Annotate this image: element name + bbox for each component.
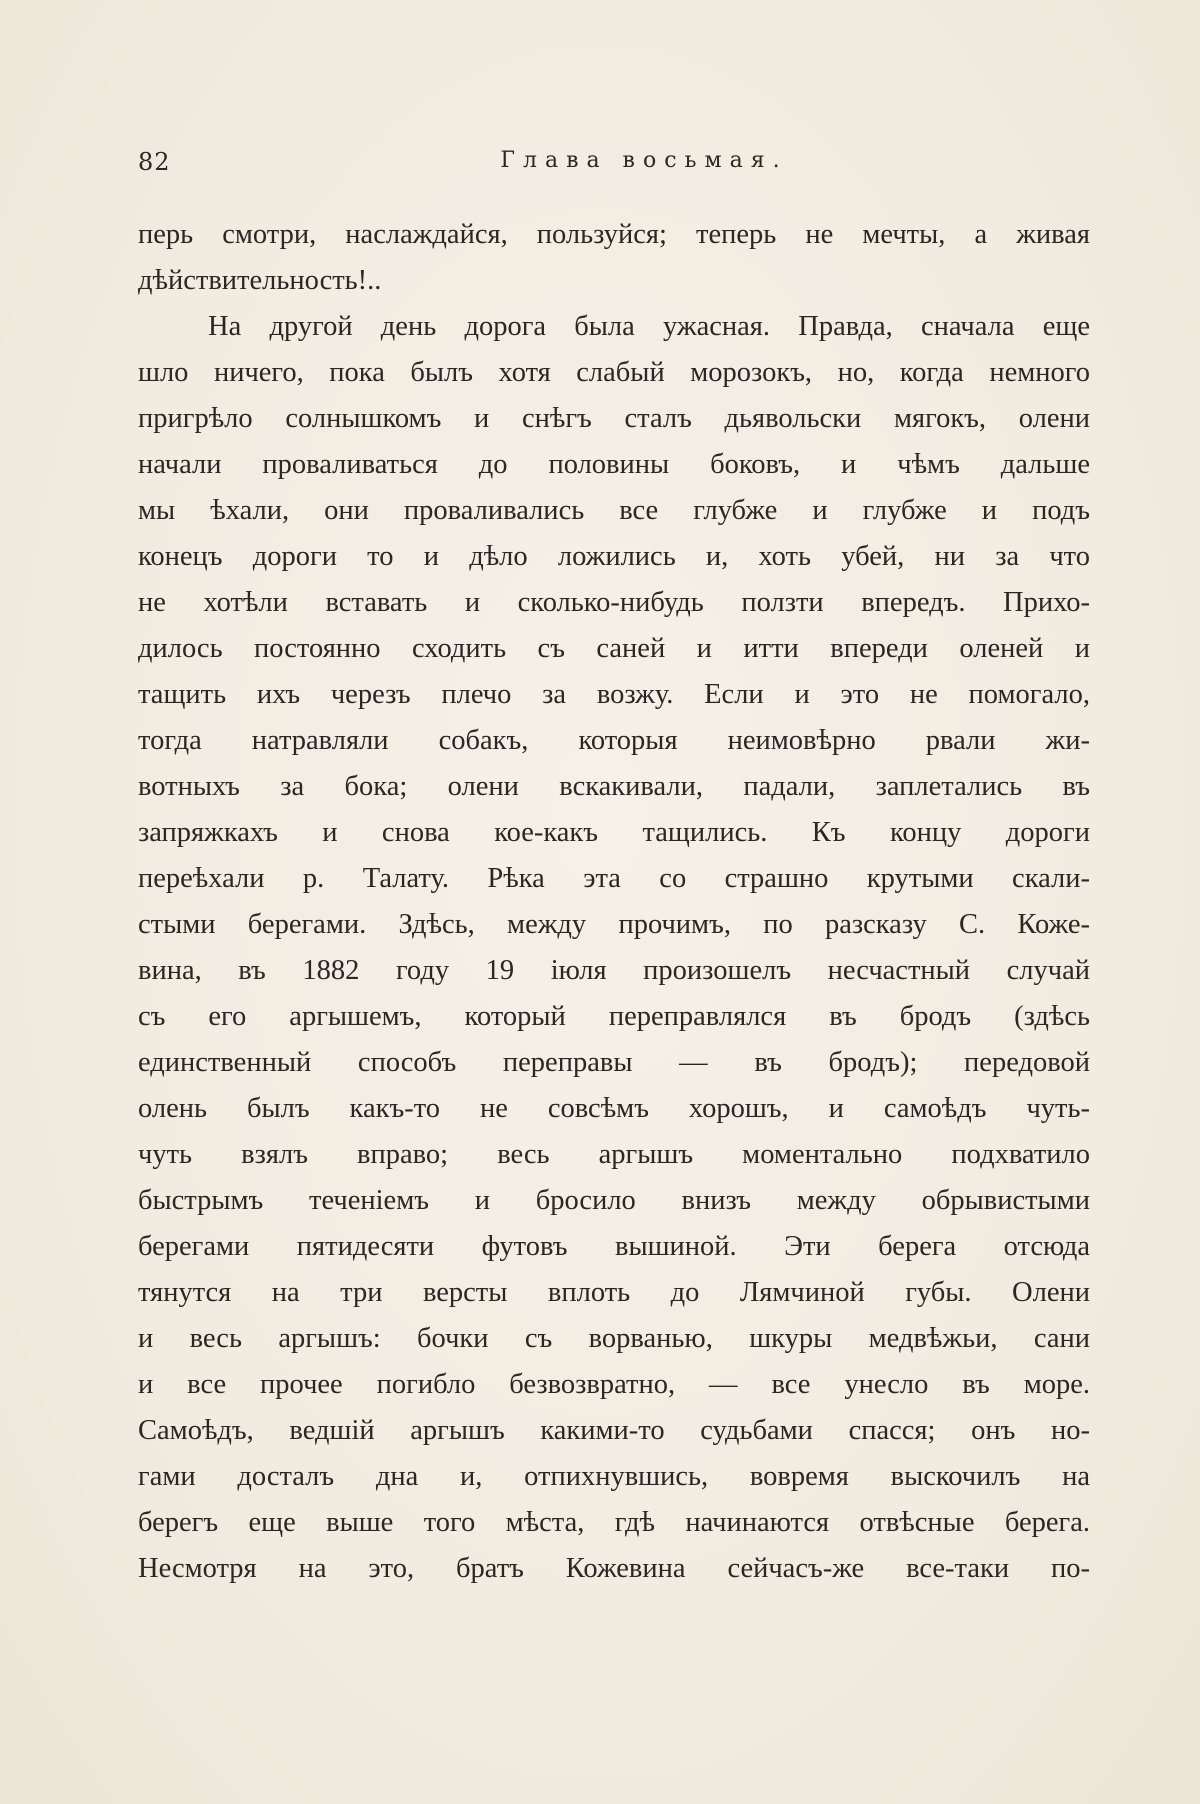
text-line: тянутся на три версты вплоть до Лямчиной губы. Олени bbox=[138, 1277, 1090, 1308]
page-number: 82 bbox=[138, 148, 171, 176]
text-line: конецъ дороги то и дѣло ложились и, хоть убей, ни за что bbox=[138, 541, 1090, 572]
text-line: шло ничего, пока былъ хотя слабый морозокъ, но, когда немного bbox=[138, 357, 1090, 388]
text-line: не хотѣли вставать и сколько-нибудь ползти впередъ. Прихо- bbox=[138, 587, 1090, 618]
text-line: начали проваливаться до половины боковъ, и чѣмъ дальше bbox=[138, 449, 1090, 480]
text-line: мы ѣхали, они проваливались все глубже и глубже и подъ bbox=[138, 495, 1090, 526]
text-line: запряжкахъ и снова кое-какъ тащились. Къ концу дороги bbox=[138, 817, 1090, 848]
body-text bbox=[138, 212, 1090, 1592]
text-line: перь смотри, наслаждайся, пользуйся; теперь не мечты, а живая bbox=[138, 219, 1090, 250]
text-line: дилось постоянно сходить съ саней и итти впереди оленей и bbox=[138, 633, 1090, 664]
running-head bbox=[138, 148, 1090, 182]
text-line: быстрымъ теченіемъ и бросило внизъ между обрывистыми bbox=[138, 1185, 1090, 1216]
text-line: пригрѣло солнышкомъ и снѣгъ сталъ дьявольски мягокъ, олени bbox=[138, 403, 1090, 434]
text-line: тащить ихъ черезъ плечо за возжу. Если и это не помогало, bbox=[138, 679, 1090, 710]
text-line: и весь аргышъ: бочки съ ворванью, шкуры медвѣжьи, сани bbox=[138, 1323, 1090, 1354]
text-line: На другой день дорога была ужасная. Правда, сначала еще bbox=[208, 311, 1090, 342]
text-line: вотныхъ за бока; олени вскакивали, падали, заплетались въ bbox=[138, 771, 1090, 802]
text-line: съ его аргышемъ, который переправлялся въ бродъ (здѣсь bbox=[138, 1001, 1090, 1032]
text-line: гами досталъ дна и, отпихнувшись, вовремя выскочилъ на bbox=[138, 1461, 1090, 1492]
text-line: тогда натравляли собакъ, которыя неимовѣрно рвали жи- bbox=[138, 725, 1090, 756]
text-line: олень былъ какъ-то не совсѣмъ хорошъ, и самоѣдъ чуть- bbox=[138, 1093, 1090, 1124]
text-line: дѣйствительность!.. bbox=[138, 265, 382, 296]
text-line: переѣхали р. Талату. Рѣка эта со страшно крутыми скали- bbox=[138, 863, 1090, 894]
text-line: и все прочее погибло безвозвратно, — все унесло въ море. bbox=[138, 1369, 1090, 1400]
text-line: берегами пятидесяти футовъ вышиной. Эти берега отсюда bbox=[138, 1231, 1090, 1262]
text-line: Самоѣдъ, ведшій аргышъ какими-то судьбами спасся; онъ но- bbox=[138, 1415, 1090, 1446]
text-line: стыми берегами. Здѣсь, между прочимъ, по разсказу С. Коже- bbox=[138, 909, 1090, 940]
text-line: вина, въ 1882 году 19 іюля произошелъ несчастный случай bbox=[138, 955, 1090, 986]
text-line: единственный способъ переправы — въ бродъ); передовой bbox=[138, 1047, 1090, 1078]
chapter-title: Глава восьмая. bbox=[500, 148, 788, 173]
text-line: берегъ еще выше того мѣста, гдѣ начинаются отвѣсные берега. bbox=[138, 1507, 1090, 1538]
text-line: Несмотря на это, братъ Кожевина сейчасъ-же все-таки по- bbox=[138, 1553, 1090, 1584]
text-line: чуть взялъ вправо; весь аргышъ моментально подхватило bbox=[138, 1139, 1090, 1170]
